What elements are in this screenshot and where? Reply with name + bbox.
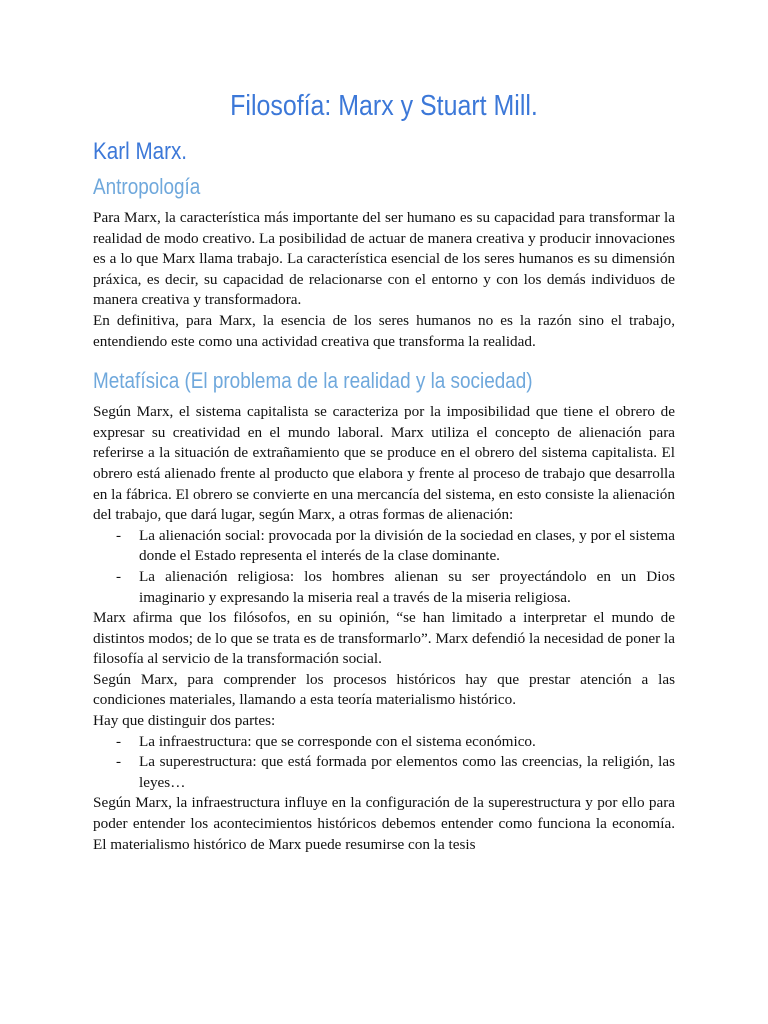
karl-marx-heading: Karl Marx. [93,138,188,165]
section-spacer [93,352,675,368]
bullet-dash: - [116,753,122,771]
document-title: Filosofía: Marx y Stuart Mill. [230,90,538,122]
materialism-paragraph: Según Marx, para comprender los procesos históricos hay que prestar atención a las condiciones materiales, llamando a esta teoría materialismo histórico. [93,670,675,709]
bullet-dash: - [116,732,122,750]
distinguish-paragraph: Hay que distinguir dos partes: [93,712,276,730]
antropologia-paragraph-1: Para Marx, la característica más importante del ser humano es su capacidad para transformar la realidad de modo creativo. La posibilidad de actuar de manera creativa y producir innovaciones es a lo que Marx llama trabajo. La característica esencial de los seres humanos es su dimensión práxica, es decir, su capacidad de relacionarse con el entorno y con los demás individuos de manera creativa y transformadora. [93,209,675,309]
infrastructure-text: La infraestructura: que se corresponde con el sistema económico. [139,732,536,750]
structure-list [93,732,675,794]
final-paragraph: Según Marx, la infraestructura influye en la configuración de la superestructura y por ello para poder entender los acontecimientos históricos debemos entender como funciona la economía. El materialismo histórico de Marx puede resumirse con la tesis [93,794,675,853]
list-item [93,752,675,793]
list-item [93,526,675,567]
antropologia-paragraph-2: En definitiva, para Marx, la esencia de los seres humanos no es la razón sino el trabajo, entendiendo este como una actividad creativa que transforma la realidad. [93,311,675,350]
list-item [93,567,675,608]
alienation-religious-text: La alienación religiosa: los hombres alienan su ser proyectándolo en un Dios imaginario y expresando la miseria real a través de la miseria religiosa. [139,567,675,606]
antropologia-heading: Antropología [93,174,201,199]
alienation-list [93,526,675,608]
metafisica-heading: Metafísica (El problema de la realidad y la sociedad) [93,368,533,394]
philosophers-paragraph: Marx afirma que los filósofos, en su opinión, “se han limitado a interpretar el mundo de distintos modos; de lo que se trata es de transformarlo”. Marx defendió la necesidad de poner la filosofía al servicio de la transformación social. [93,609,675,668]
document-content [93,88,675,855]
bullet-dash: - [116,567,122,585]
superstructure-text: La superestructura: que está formada por elementos como las creencias, la religión, las leyes… [139,753,675,791]
bullet-dash: - [116,526,122,544]
metafisica-intro-paragraph: Según Marx, el sistema capitalista se caracteriza por la imposibilidad que tiene el obrero de expresar su creatividad en el mundo laboral. Marx utiliza el concepto de alienación para referirse a la situación de extrañamiento que se produce en el obrero del sistema capitalista. El obrero está alienado frente al producto que elabora y frente al proceso de trabajo que desarrolla en la fábrica. El obrero se convierte en una mercancía del sistema, en esto consiste la alienación del trabajo, que dará lugar, según Marx, a otras formas de alienación: [93,403,675,524]
list-item [93,732,675,753]
alienation-social-text: La alienación social: provocada por la división de la sociedad en clases, y por el sistema donde el Estado representa el interés de la clase dominante. [139,526,675,565]
